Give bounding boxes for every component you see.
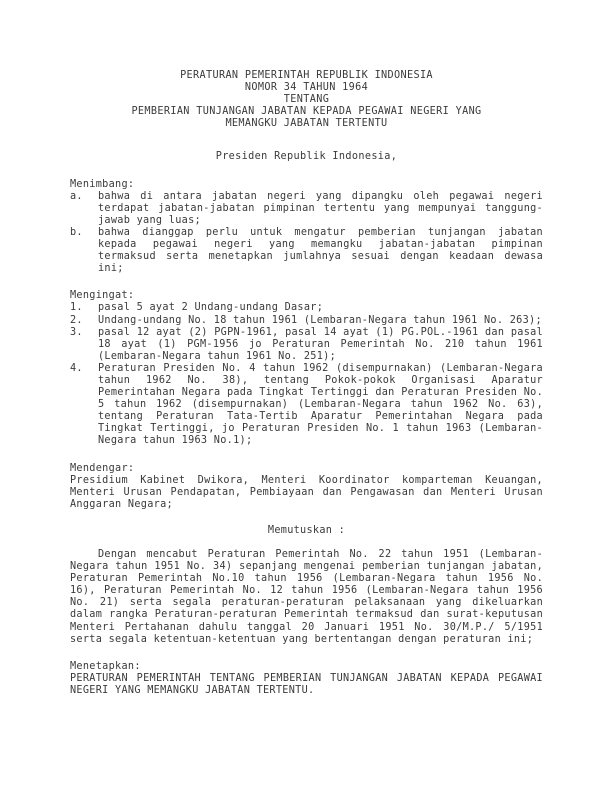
title-line-1: PERATURAN PEMERINTAH REPUBLIK INDONESIA [180, 70, 433, 81]
list-item [70, 227, 543, 275]
menetapkan-section [70, 661, 543, 697]
mengingat-heading: Mengingat: [70, 290, 135, 302]
list-item-text: pasal 5 ayat 2 Undang-undang Dasar; [98, 302, 324, 314]
list-marker: a. [70, 190, 83, 202]
menimbang-section [70, 179, 543, 276]
mendengar-section [70, 463, 543, 511]
list-item-text: bahwa dianggap perlu untuk mengatur pemberian tunjangan jabatan kepada pegawai negeri yang memangku jabatan-jabatan pimpinan termaksud serta menetapkan jumlahnya sesuai dengan keadaan dewasa ini; [98, 226, 543, 275]
memutuskan-heading: Memutuskan : [267, 524, 346, 536]
menetapkan-heading: Menetapkan: [70, 660, 141, 672]
mendengar-heading: Mendengar: [70, 462, 135, 474]
list-marker: 4. [70, 362, 83, 374]
document-title-block [70, 70, 543, 130]
memutuskan-section [70, 525, 543, 646]
list-item [70, 191, 543, 227]
list-marker: 3. [70, 326, 83, 338]
list-marker: b. [70, 226, 83, 238]
list-item-text: Undang-undang No. 18 tahun 1961 (Lembaran-Negara tahun 1961 No. 263); [98, 314, 542, 326]
list-item-text: pasal 12 ayat (2) PGPN-1961, pasal 14 ayat (1) PG.POL.-1961 dan pasal 18 ayat (1) PGM-1956 jo Peraturan Pemerintah No. 210 tahun 1961 (Lembaran-Negara tahun 1961 No. 251); [98, 326, 543, 362]
memutuskan-text: Dengan mencabut Peraturan Pemerintah No. 22 tahun 1951 (Lembaran-Negara tahun 1951 No. 34) sepanjang mengenai pemberian tunjangan jabatan, Peraturan Pemerintah No.10 tahun 1956 (Lembaran-Negara tahun 1956 No. 16), Peraturan Pemerintah No. 12 tahun 1956 (Lembaran-Negara tahun 1956 No. 21) serta segala peraturan-peraturan pelaksanaan yang dikeluarkan dalam rangka Peraturan-peraturan Pemerintah termaksud dan surat-keputusan Menteri Pertahanan dahulu tanggal 20 Januari 1951 No. 30/M.P./ 5/1951 serta segala ketentuan-ketentuan yang bertentangan dengan peraturan ini; [70, 549, 543, 645]
document-subtitle: Presiden Republik Indonesia, [215, 151, 398, 163]
list-marker: 2. [70, 314, 83, 326]
list-item-text: bahwa di antara jabatan negeri yang dipangku oleh pegawai negeri terdapat jabatan-jabatan pimpinan tertentu yang mempunyai tanggung-jawab yang luas; [98, 190, 543, 226]
mengingat-list [70, 302, 543, 447]
menimbang-heading: Menimbang: [70, 178, 135, 190]
title-line-3: TENTANG [283, 94, 330, 106]
mendengar-text: Presidium Kabinet Dwikora, Menteri Koordinator komparteman Keuangan, Menteri Urusan Pendapatan, Pembiayaan dan Pengawasan dan Menteri Urusan Anggaran Negara; [70, 474, 543, 510]
title-line-5: MEMANGKU JABATAN TERTENTU [225, 118, 388, 130]
list-item-text: Peraturan Presiden No. 4 tahun 1962 (disempurnakan) (Lembaran-Negara tahun 1962 No. 38), tentang Pokok-pokok Organisasi Aparatur Pemerintahan Negara pada Tingkat Tertinggi dan Peraturan Presiden No. 5 tahun 1962 (disempurnakan) (Lembaran-Negara tahun 1962 No. 63), tentang Peraturan Tata-Tertib Aparatur Pemerintahan Negara pada Tingkat Tertinggi, jo Peraturan Presiden No. 1 tahun 1963 (Lembaran-Negara tahun 1963 No.1); [98, 362, 543, 447]
mengingat-section [70, 290, 543, 447]
list-marker: 1. [70, 302, 83, 314]
title-line-2: NOMOR 34 TAHUN 1964 [244, 82, 369, 94]
list-item [70, 327, 543, 363]
spacer [70, 537, 543, 549]
menetapkan-text: PERATURAN PEMERINTAH TENTANG PEMBERIAN TUNJANGAN JABATAN KEPADA PEGAWAI NEGERI YANG MEMANGKU JABATAN TERTENTU. [70, 672, 543, 696]
title-line-4: PEMBERIAN TUNJANGAN JABATAN KEPADA PEGAWAI NEGERI YANG [131, 106, 482, 118]
menimbang-list [70, 191, 543, 276]
list-item [70, 363, 543, 448]
list-item [70, 302, 543, 314]
list-item [70, 315, 543, 327]
